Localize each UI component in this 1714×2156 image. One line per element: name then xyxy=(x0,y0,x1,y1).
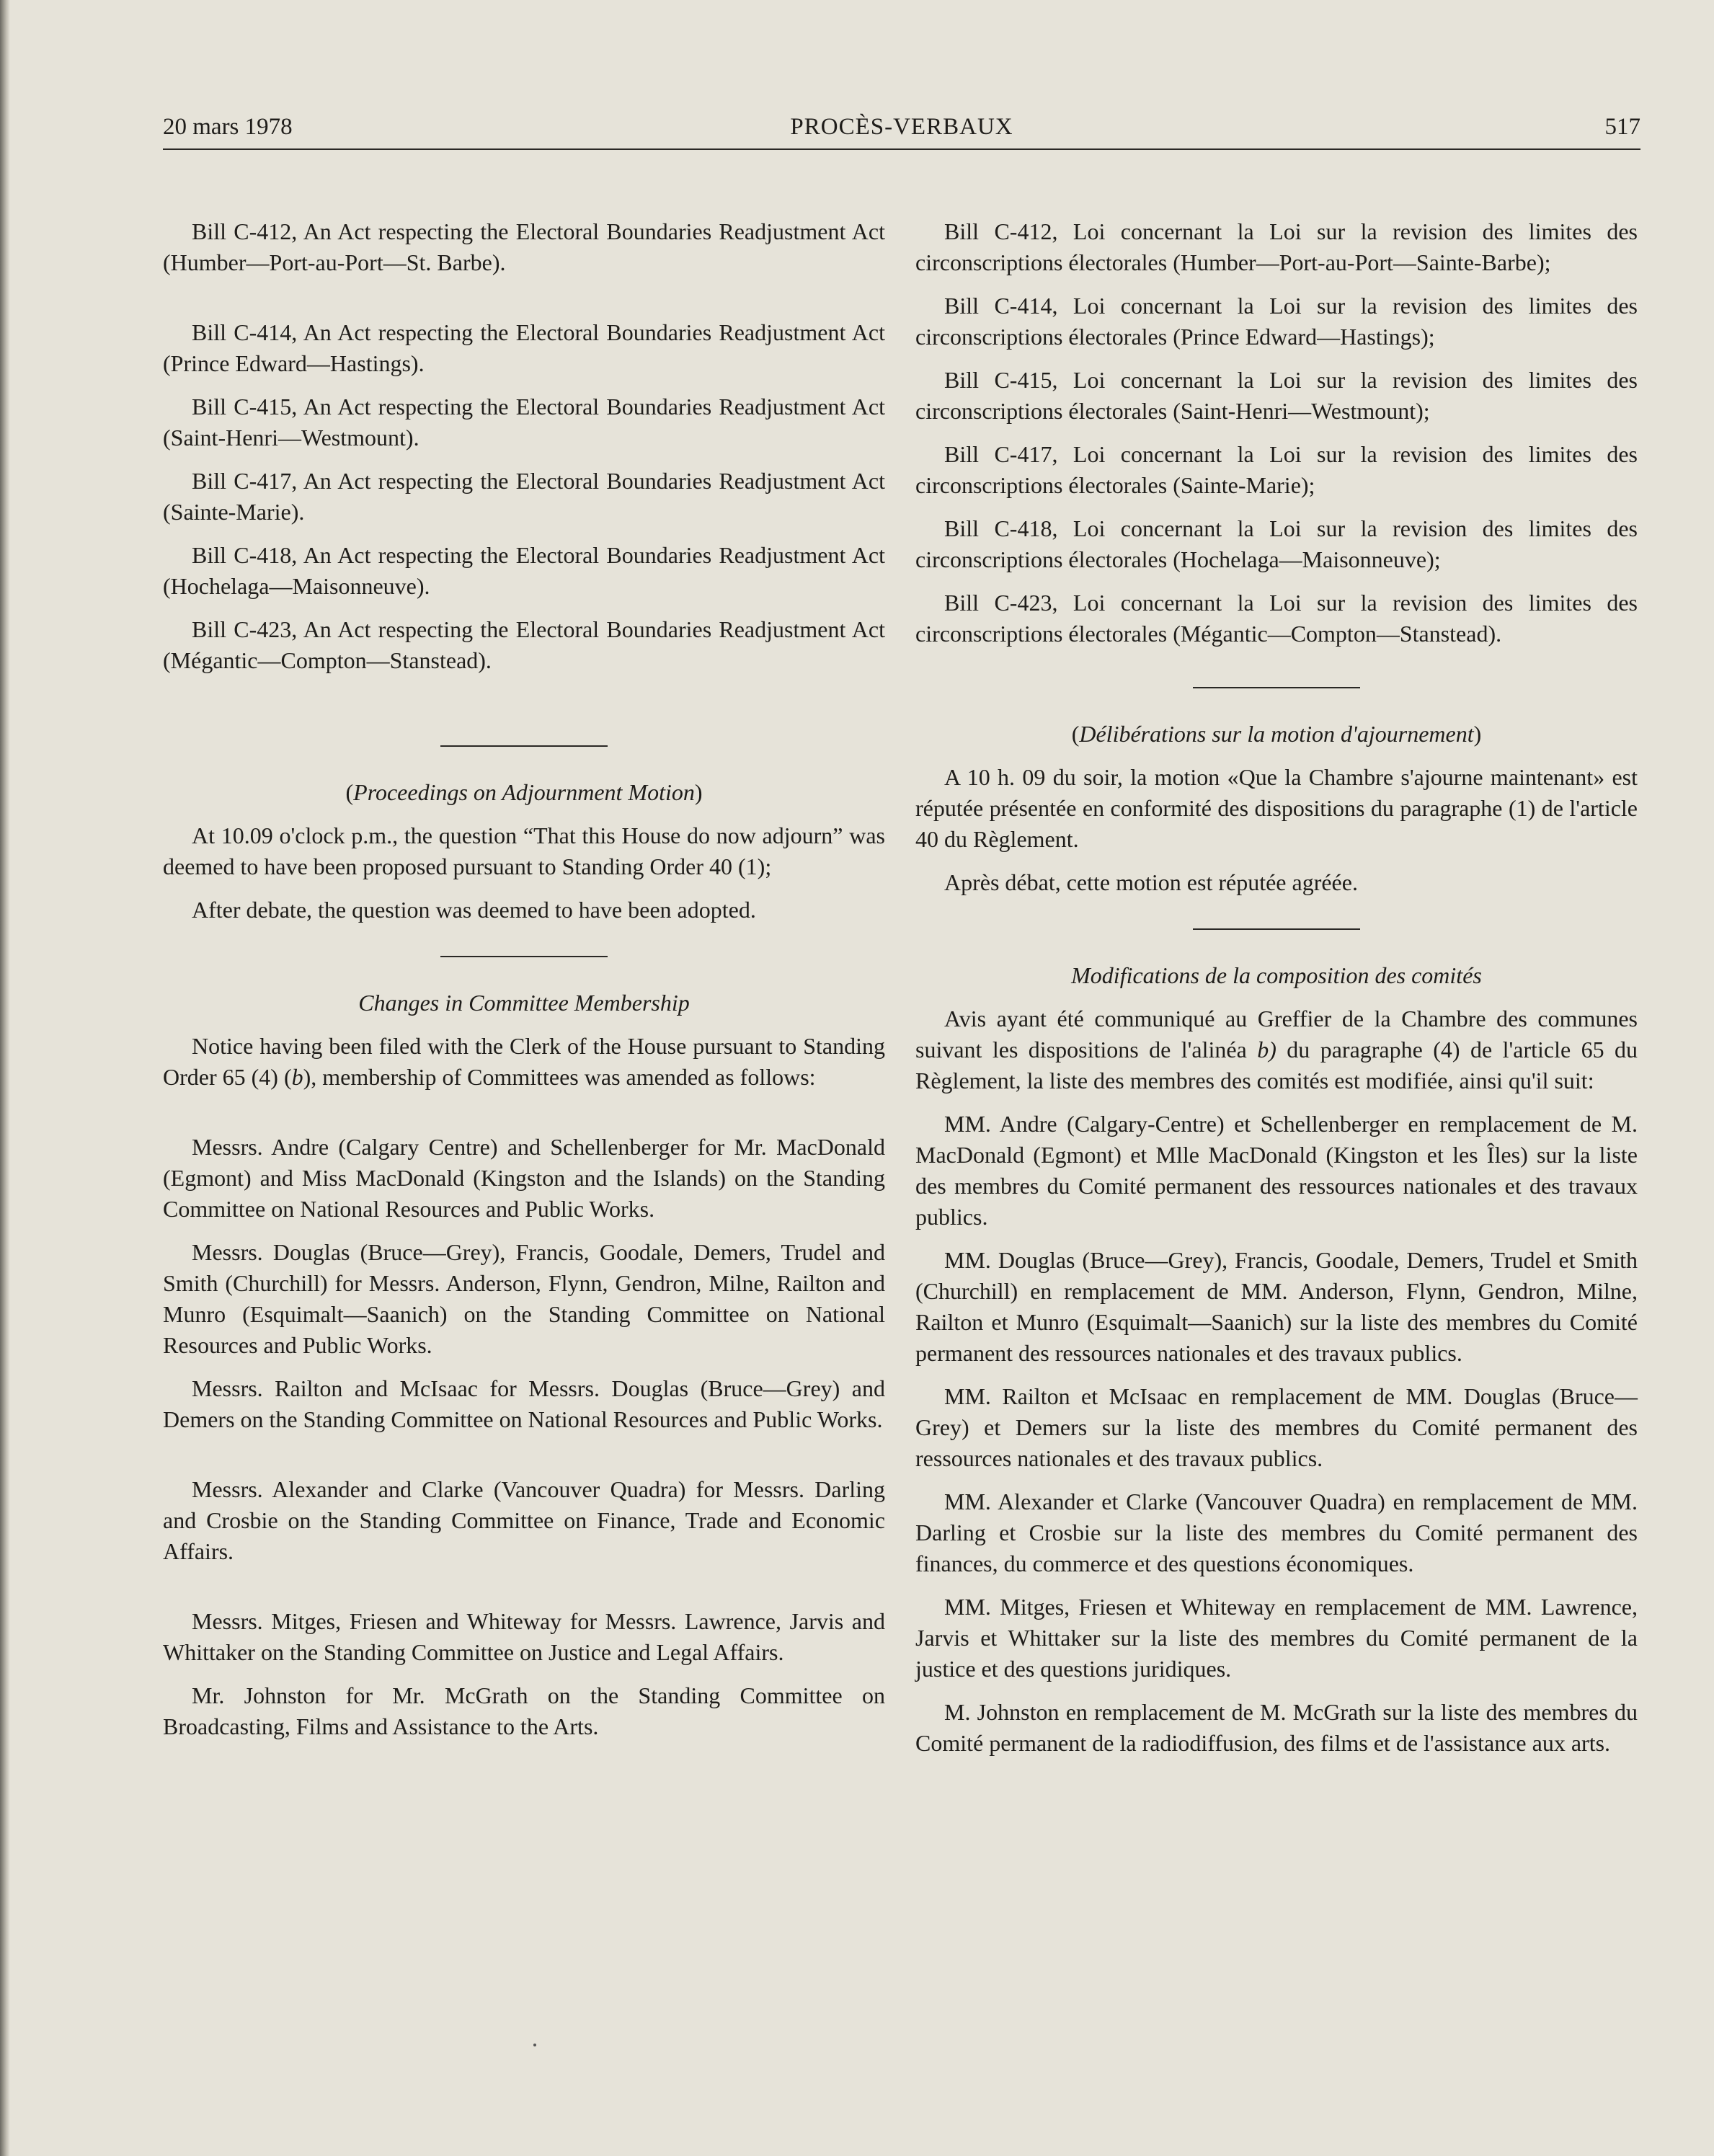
section-divider xyxy=(440,956,608,957)
bill-item: Bill C-417, Loi concernant la Loi sur la revision des limites des circonscriptions électorales (Sainte-Marie); xyxy=(915,441,1638,498)
section-divider xyxy=(1193,687,1360,688)
page-binding-edge xyxy=(0,0,10,2156)
bill-item: Bill C-412, An Act respecting the Electoral Boundaries Readjustment Act (Humber—Port-au-Port—St. Barbe). xyxy=(163,218,885,275)
bill-item: Bill C-418, An Act respecting the Electoral Boundaries Readjustment Act (Hochelaga—Maisonneuve). xyxy=(163,542,885,599)
adjournment-heading: (Délibérations sur la motion d'ajournement) xyxy=(1071,721,1482,747)
page-header xyxy=(163,114,1640,150)
french-column xyxy=(915,216,1638,1771)
bill-item: Bill C-417, An Act respecting the Electoral Boundaries Readjustment Act (Sainte-Marie). xyxy=(163,468,885,525)
ink-speck xyxy=(533,2044,536,2046)
adjournment-paragraph: At 10.09 o'clock p.m., the question “That this House do now adjourn” was deemed to have been proposed pursuant to Standing Order 40 (1); xyxy=(163,822,885,879)
membership-change: Messrs. Douglas (Bruce—Grey), Francis, Goodale, Demers, Trudel and Smith (Churchill) for Messrs. Anderson, Flynn, Gendron, Milne, Railton and Munro (Esquimalt—Saanich) on the Standing Committee on National Resources and Public Works. xyxy=(163,1239,885,1358)
adjournment-paragraph: After debate, the question was deemed to have been adopted. xyxy=(192,897,756,923)
adjournment-paragraph: A 10 h. 09 du soir, la motion «Que la Chambre s'ajourne maintenant» est réputée présentée en conformité des dispositions du paragraphe (1) de l'article 40 du Règlement. xyxy=(915,764,1638,852)
membership-change: MM. Railton et McIsaac en remplacement de MM. Douglas (Bruce—Grey) et Demers sur la liste des membres du Comité permanent des ressources nationales et des travaux publics. xyxy=(915,1383,1638,1471)
bill-item: Bill C-415, An Act respecting the Electoral Boundaries Readjustment Act (Saint-Henri—Westmount). xyxy=(163,394,885,451)
membership-intro: Notice having been filed with the Clerk of the House pursuant to Standing Order 65 (4) (b), membership of Committees was amended as follows: xyxy=(163,1033,885,1090)
membership-change: MM. Alexander et Clarke (Vancouver Quadra) en remplacement de MM. Darling et Crosbie sur la liste des membres du Comité permanent des finances, du commerce et des questions économiques. xyxy=(915,1489,1638,1576)
header-title: PROCÈS-VERBAUX xyxy=(790,114,1013,140)
bill-item: Bill C-423, An Act respecting the Electoral Boundaries Readjustment Act (Mégantic—Compton—Stanstead). xyxy=(163,616,885,673)
membership-change: Messrs. Alexander and Clarke (Vancouver Quadra) for Messrs. Darling and Crosbie on the Standing Committee on Finance, Trade and Economic Affairs. xyxy=(163,1476,885,1564)
english-column xyxy=(163,216,885,1754)
membership-change: MM. Andre (Calgary-Centre) et Schellenberger en remplacement de M. MacDonald (Egmont) et Mlle MacDonald (Kingston et les Îles) sur la liste des membres du Comité permanent des ressources nationales et des travaux publics. xyxy=(915,1111,1638,1230)
bill-item: Bill C-423, Loi concernant la Loi sur la revision des limites des circonscriptions électorales (Mégantic—Compton—Stanstead). xyxy=(915,590,1638,647)
membership-change: Messrs. Mitges, Friesen and Whiteway for Messrs. Lawrence, Jarvis and Whittaker on the Standing Committee on Justice and Legal Affairs. xyxy=(163,1608,885,1665)
membership-heading: Changes in Committee Membership xyxy=(358,990,690,1016)
membership-change: Messrs. Andre (Calgary Centre) and Schellenberger for Mr. MacDonald (Egmont) and Miss MacDonald (Kingston and the Islands) on the Standing Committee on National Resources and Public Works. xyxy=(163,1134,885,1222)
membership-change: Mr. Johnston for Mr. McGrath on the Standing Committee on Broadcasting, Films and Assistance to the Arts. xyxy=(163,1682,885,1739)
membership-change: MM. Douglas (Bruce—Grey), Francis, Goodale, Demers, Trudel et Smith (Churchill) en remplacement de MM. Anderson, Flynn, Gendron, Milne, Railton et Munro (Esquimalt—Saanich) sur la liste des membres du Comité permanent des ressources nationales et des travaux publics. xyxy=(915,1247,1638,1366)
membership-change: Messrs. Railton and McIsaac for Messrs. Douglas (Bruce—Grey) and Demers on the Standing Committee on National Resources and Public Works. xyxy=(163,1375,885,1432)
membership-heading: Modifications de la composition des comités xyxy=(1071,962,1482,988)
membership-change: MM. Mitges, Friesen et Whiteway en remplacement de MM. Lawrence, Jarvis et Whittaker sur la liste des membres du Comité permanent de la justice et des questions juridiques. xyxy=(915,1594,1638,1682)
bill-item: Bill C-414, An Act respecting the Electoral Boundaries Readjustment Act (Prince Edward—Hastings). xyxy=(163,319,885,376)
page-number: 517 xyxy=(1604,114,1640,140)
section-divider xyxy=(1193,928,1360,930)
adjournment-paragraph: Après débat, cette motion est réputée agréée. xyxy=(944,869,1358,895)
bill-item: Bill C-418, Loi concernant la Loi sur la revision des limites des circonscriptions électorales (Hochelaga—Maisonneuve); xyxy=(915,515,1638,572)
header-rule xyxy=(163,148,1640,150)
bill-item: Bill C-415, Loi concernant la Loi sur la revision des limites des circonscriptions électorales (Saint-Henri—Westmount); xyxy=(915,367,1638,424)
bill-item: Bill C-414, Loi concernant la Loi sur la revision des limites des circonscriptions électorales (Prince Edward—Hastings); xyxy=(915,293,1638,350)
header-date: 20 mars 1978 xyxy=(163,114,293,140)
membership-intro: Avis ayant été communiqué au Greffier de la Chambre des communes suivant les dispositions de l'alinéa b) du paragraphe (4) de l'article 65 du Règlement, la liste des membres des comités est modifiée, ainsi qu'il suit: xyxy=(915,1006,1638,1093)
membership-change: M. Johnston en remplacement de M. McGrath sur la liste des membres du Comité permanent de la radiodiffusion, des films et de l'assistance aux arts. xyxy=(915,1699,1638,1756)
adjournment-heading: (Proceedings on Adjournment Motion) xyxy=(345,779,703,805)
bill-item: Bill C-412, Loi concernant la Loi sur la revision des limites des circonscriptions électorales (Humber—Port-au-Port—Sainte-Barbe); xyxy=(915,218,1638,275)
section-divider xyxy=(440,745,608,747)
